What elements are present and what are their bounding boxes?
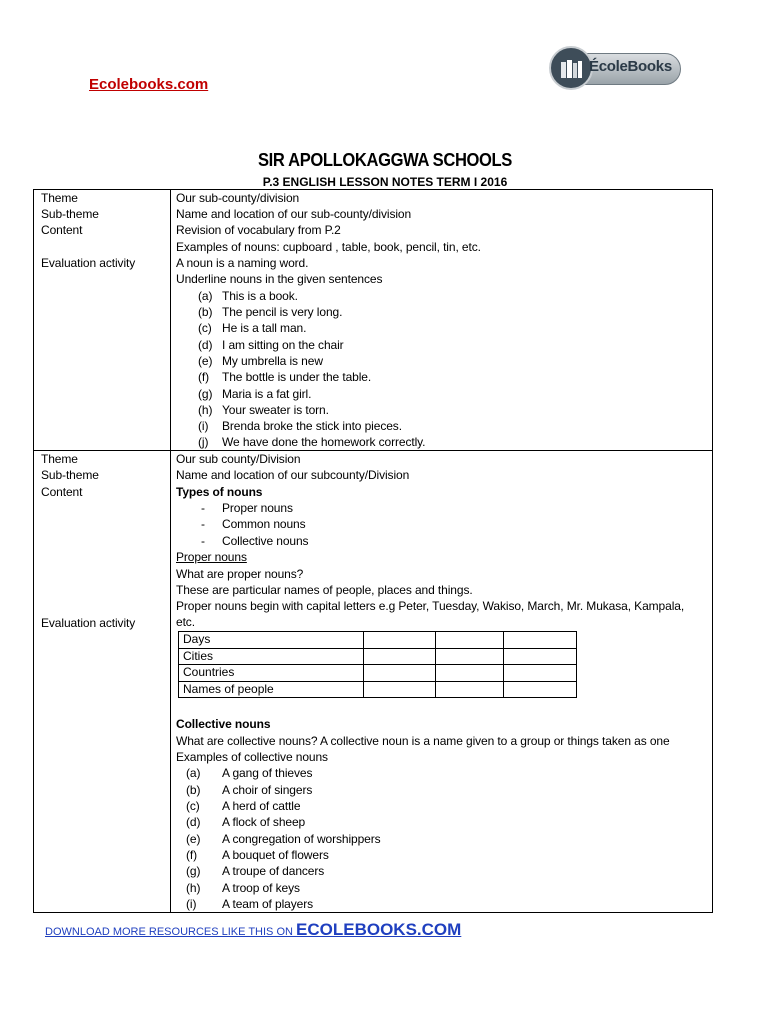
subtheme-text: Name and location of our subcounty/Division: [176, 468, 410, 482]
section-heading: Collective nouns: [176, 717, 271, 731]
list-marker: (e): [186, 832, 201, 846]
list-item: This is a book.: [222, 289, 298, 303]
table-cell: [436, 648, 504, 665]
list-marker: (d): [186, 815, 201, 829]
examples-text: etc.: [176, 615, 195, 629]
examples-text: Proper nouns begin with capital letters e.g Peter, Tuesday, Wakiso, March, Mr. Mukasa, Kampala,: [176, 599, 685, 613]
list-item: A team of players: [222, 897, 314, 911]
list-marker: -: [201, 517, 205, 531]
evaluation-text: A noun is a naming word.: [176, 256, 309, 270]
list-item: A bouquet of flowers: [222, 848, 329, 862]
footer-download-link[interactable]: [45, 920, 461, 940]
list-item: A choir of singers: [222, 783, 313, 797]
list-marker: (e): [198, 354, 213, 368]
label-evaluation: Evaluation activity: [41, 616, 136, 630]
list-item: Your sweater is torn.: [222, 403, 329, 417]
list-marker: (g): [198, 387, 213, 401]
table-cell: Countries: [179, 665, 364, 682]
table-cell: [364, 681, 436, 698]
ecolebooks-logo: [549, 46, 681, 92]
footer-prefix[interactable]: DOWNLOAD MORE RESOURCES LIKE THIS ON: [45, 926, 297, 938]
table-row: [179, 648, 577, 665]
theme-text: Our sub county/Division: [176, 452, 301, 466]
list-marker: (a): [186, 766, 201, 780]
answer-text: These are particular names of people, places and things.: [176, 583, 473, 597]
table-cell: [364, 632, 436, 649]
list-item: My umbrella is new: [222, 354, 323, 368]
list-marker: (f): [186, 848, 198, 862]
list-marker: -: [201, 534, 205, 548]
books-icon: [560, 58, 584, 80]
list-item: The pencil is very long.: [222, 305, 343, 319]
list-item: A troop of keys: [222, 881, 300, 895]
content-text: Examples of nouns: cupboard , table, book, pencil, tin, etc.: [176, 240, 481, 254]
table-row: [179, 665, 577, 682]
label-content: Content: [41, 485, 83, 499]
table-cell: Cities: [179, 648, 364, 665]
list-item: Brenda broke the stick into pieces.: [222, 419, 402, 433]
list-item: A flock of sheep: [222, 815, 306, 829]
label-subtheme: Sub-theme: [41, 207, 99, 221]
subtheme-text: Name and location of our sub-county/division: [176, 207, 412, 221]
list-item: A herd of cattle: [222, 799, 301, 813]
logo-text: ÉcoleBooks: [589, 58, 672, 75]
page-subtitle: P.3 ENGLISH LESSON NOTES TERM I 2016: [262, 175, 508, 189]
list-marker: (g): [186, 864, 201, 878]
list-marker: (b): [186, 783, 201, 797]
label-content: Content: [41, 223, 83, 237]
list-item: He is a tall man.: [222, 321, 307, 335]
column-divider: [170, 189, 171, 913]
list-marker: (h): [186, 881, 201, 895]
table-cell: [504, 632, 577, 649]
list-item: Proper nouns: [222, 501, 293, 515]
footer-brand[interactable]: ECOLEBOOKS.COM: [296, 920, 462, 939]
table-cell: [364, 665, 436, 682]
list-marker: (c): [198, 321, 212, 335]
proper-nouns-table: [178, 631, 577, 698]
list-item: Common nouns: [222, 517, 306, 531]
question-text: What are proper nouns?: [176, 567, 304, 581]
list-marker: -: [201, 501, 205, 515]
label-theme: Theme: [41, 452, 78, 466]
list-marker: (c): [186, 799, 200, 813]
table-cell: [436, 681, 504, 698]
page-title: SIR APOLLOKAGGWA SCHOOLS: [257, 150, 512, 170]
list-item: A troupe of dancers: [222, 864, 325, 878]
examples-heading: Examples of collective nouns: [176, 750, 328, 764]
table-cell: Days: [179, 632, 364, 649]
table-cell: Names of people: [179, 681, 364, 698]
table-row: [179, 632, 577, 649]
list-marker: (f): [198, 370, 210, 384]
list-item: We have done the homework correctly.: [222, 435, 426, 449]
table-cell: [504, 681, 577, 698]
label-theme: Theme: [41, 191, 78, 205]
section-heading: Proper nouns: [176, 550, 247, 564]
section-heading: Types of nouns: [176, 485, 263, 499]
table-cell: [436, 632, 504, 649]
lesson-table: [33, 189, 713, 913]
question-text: What are collective nouns? A collective noun is a name given to a group or things taken as one: [176, 734, 670, 748]
list-item: A gang of thieves: [222, 766, 313, 780]
list-marker: (i): [186, 897, 197, 911]
table-cell: [436, 665, 504, 682]
list-marker: (d): [198, 338, 213, 352]
list-marker: (a): [198, 289, 213, 303]
list-marker: (i): [198, 419, 209, 433]
list-item: A congregation of worshippers: [222, 832, 381, 846]
table-cell: [504, 665, 577, 682]
label-evaluation: Evaluation activity: [41, 256, 136, 270]
list-marker: (j): [198, 435, 209, 449]
table-cell: [504, 648, 577, 665]
label-subtheme: Sub-theme: [41, 468, 99, 482]
table-row: [179, 681, 577, 698]
list-item: I am sitting on the chair: [222, 338, 344, 352]
table-cell: [364, 648, 436, 665]
list-item: The bottle is under the table.: [222, 370, 372, 384]
list-marker: (h): [198, 403, 213, 417]
list-marker: (b): [198, 305, 213, 319]
list-item: Collective nouns: [222, 534, 309, 548]
site-link[interactable]: Ecolebooks.com: [89, 76, 209, 93]
theme-text: Our sub-county/division: [176, 191, 300, 205]
evaluation-instruction: Underline nouns in the given sentences: [176, 272, 383, 286]
list-item: Maria is a fat girl.: [222, 387, 312, 401]
logo-emblem: [549, 46, 593, 90]
content-text: Revision of vocabulary from P.2: [176, 223, 341, 237]
